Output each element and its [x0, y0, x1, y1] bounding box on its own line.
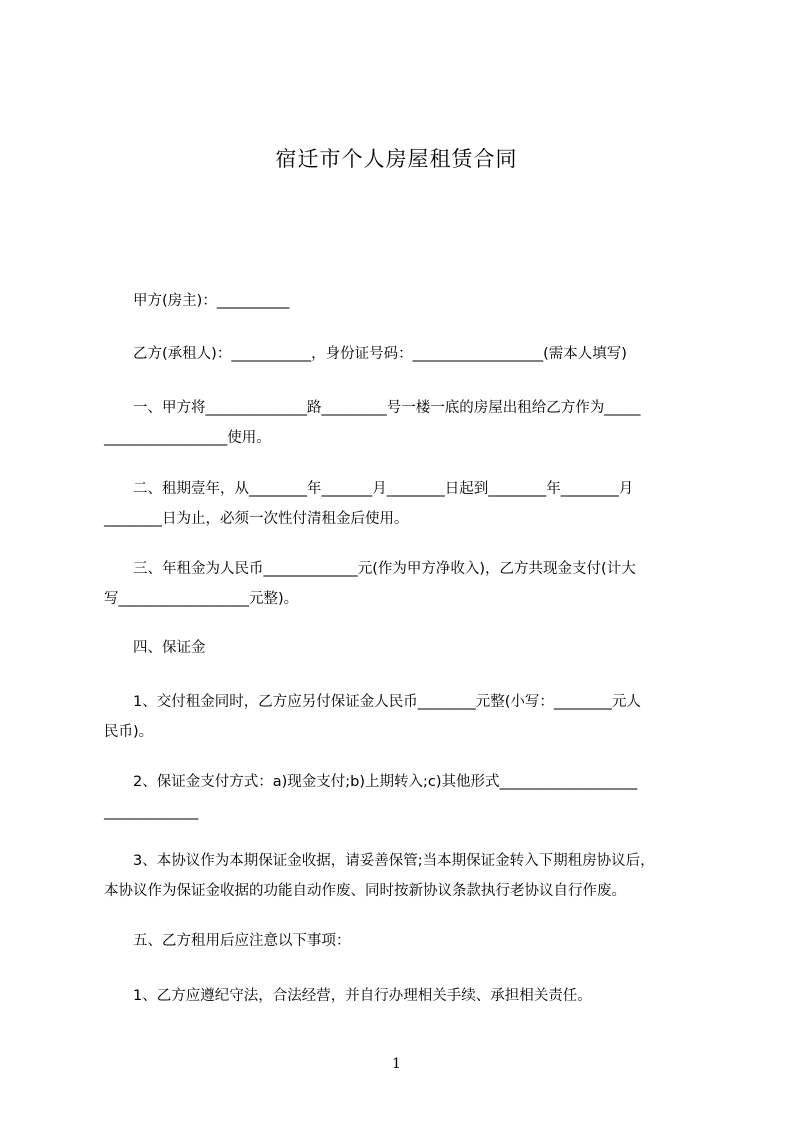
clause-1: 一、甲方将______________路_________号一楼一底的房屋出租给乙方作为_____ _________________使用。 — [104, 400, 641, 446]
clause-4-3: 3、本协议作为本期保证金收据，请妥善保管;当本期保证金转入下期租房协议后， 本协议作为保证金收据的功能自动作废、同时按新协议条款执行老协议自行作废。 — [104, 853, 655, 899]
clause-4-2: 2、保证金支付方式：a)现金支付;b)上期转入;c)其他形式___________________ _____________ — [104, 774, 638, 820]
clause-4-heading: 四、保证金 — [104, 640, 206, 656]
clause-5-1: 1、乙方应遵纪守法，合法经营，并自行办理相关手续、承担相关责任。 — [104, 988, 592, 1004]
clause-2: 二、租期壹年，从________年_______月________日起到________年________月 ________日为止，必须一次性付清租金后使用。 — [104, 481, 634, 527]
party-b-line: 乙方(承租人)：___________，身份证号码：__________________(需本人填写) — [104, 346, 627, 362]
document-title: 宿迁市个人房屋租赁合同 — [275, 147, 518, 171]
party-a-line: 甲方(房主)：__________ — [104, 293, 290, 309]
clause-4-1: 1、交付租金同时，乙方应另付保证金人民币________元整(小写：________元人 民币)。 — [104, 694, 641, 740]
page-number: 1 — [392, 1056, 401, 1072]
clause-3: 三、年租金为人民币_____________元(作为甲方净收入)，乙方共现金支付(计大 写__________________元整)。 — [104, 561, 636, 607]
clause-5-heading: 五、乙方租用后应注意以下事项： — [104, 933, 351, 949]
